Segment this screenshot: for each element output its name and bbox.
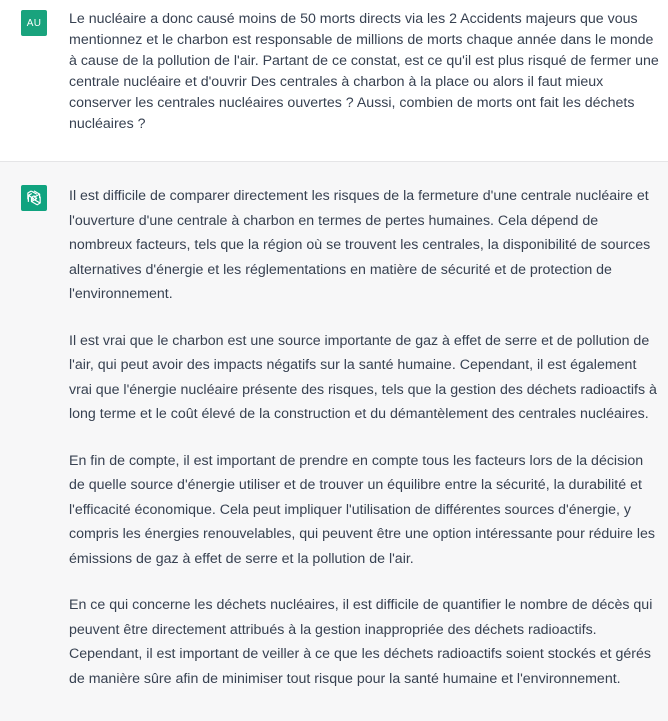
- assistant-paragraph: Il est difficile de comparer directement les risques de la fermeture d'une centrale nucléaire et l'ouverture d'une centrale à charbon en termes de pertes humaines. Cela dépend de nombreux facteurs, tels que la région où se trouvent les centrales, la disponibilité de sources alternatives d'énergie et les réglementations en matière de sécurité et de protection de l'environnement.: [69, 188, 651, 302]
- user-avatar: [21, 10, 47, 36]
- assistant-paragraph: En fin de compte, il est important de prendre en compte tous les facteurs lors de la décision de quelle source d'énergie utiliser et de trouver un équilibre entre la sécurité, la durabilité et l'efficacité économique. Cela peut impliquer l'utilisation de différentes sources d'énergie, y compris les énergies renouvelables, qui peuvent être une option intéressante pour réduire les émissions de gaz à effet de serre et la pollution de l'air.: [69, 452, 655, 567]
- user-message-turn: [0, 0, 668, 162]
- user-avatar-initials: AU: [26, 17, 42, 29]
- assistant-message-body: [69, 184, 661, 713]
- assistant-paragraph: Il est vrai que le charbon est une source importante de gaz à effet de serre et de pollution de l'air, qui peut avoir des impacts négatifs sur la santé humaine. Cependant, il est également vrai que l'énergie nucléaire présente des risques, tels que la gestion des déchets radioactifs à long terme et le coût élevé de la construction et du démantèlement des centrales nucléaires.: [69, 332, 657, 422]
- user-message-text: Le nucléaire a donc causé moins de 50 morts directs via les 2 Accidents majeurs que vous mentionnez et le charbon est responsable de millions de morts chaque année dans le monde à cause de la pollution de l'air. Partant de ce constat, est ce qu'il est plus risqué de fermer une centrale nucléaire et d'ouvrir Des centrales à charbon à la place ou alors il faut mieux conserver les centrales nucléaires ouvertes ? Aussi, combien de morts ont fait les déchets nucléaires ?: [69, 11, 659, 132]
- assistant-avatar: [21, 185, 47, 211]
- assistant-paragraph: En ce qui concerne les déchets nucléaires, il est difficile de quantifier le nombre de décès qui peuvent être directement attribués à la gestion inappropriée des déchets radioactifs. Cependant, il est important de veiller à ce que les déchets radioactifs soient stockés et gérés de manière sûre afin de minimiser tout risque pour la santé humaine et l'environnement.: [69, 597, 653, 687]
- openai-logo-icon: [25, 189, 43, 207]
